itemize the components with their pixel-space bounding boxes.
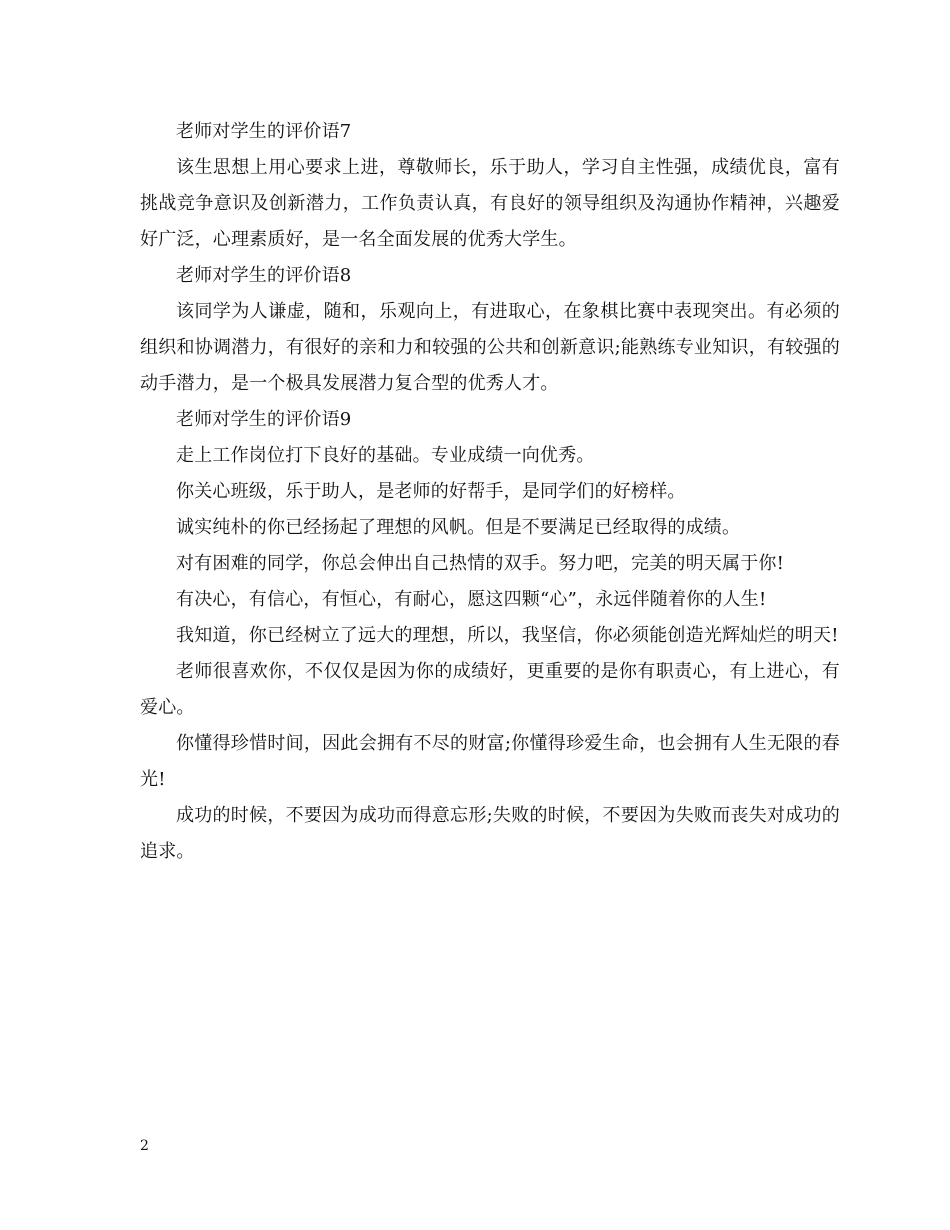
body-paragraph: 你关心班级，乐于助人，是老师的好帮手，是同学们的好榜样。 (176, 481, 686, 502)
body-paragraph: 该生思想上用心要求上进，尊敬师长，乐于助人，学习自主性强，成绩优良，富有挑战竞争意识及创新潜力，工作负责认真，有良好的领导组织及沟通协作精神，兴趣爱好广泛，心理素质好，是一名全面发展的优秀大学生。 (140, 157, 840, 250)
body-paragraph: 诚实纯朴的你已经扬起了理想的风帆。但是不要满足已经取得的成绩。 (176, 517, 741, 538)
section-heading: 老师对学生的评价语7 (176, 121, 352, 142)
body-paragraph: 走上工作岗位打下良好的基础。专业成绩一向优秀。 (176, 445, 595, 466)
body-paragraph: 对有困难的同学，你总会伸出自己热情的双手。努力吧，完美的明天属于你! (176, 553, 785, 574)
document-body (140, 114, 840, 870)
body-paragraph: 老师很喜欢你，不仅仅是因为你的成绩好，更重要的是你有职责心，有上进心，有爱心。 (140, 661, 840, 718)
page-number: 2 (140, 1138, 149, 1154)
body-paragraph: 成功的时候，不要因为成功而得意忘形;失败的时候，不要因为失败而丧失对成功的追求。 (140, 805, 840, 862)
body-paragraph: 我知道，你已经树立了远大的理想，所以，我坚信，你必须能创造光辉灿烂的明天! (176, 625, 839, 646)
section-heading: 老师对学生的评价语8 (176, 265, 352, 286)
section-heading: 老师对学生的评价语9 (176, 409, 352, 430)
body-paragraph: 你懂得珍惜时间，因此会拥有不尽的财富;你懂得珍爱生命，也会拥有人生无限的春光! (140, 733, 840, 790)
body-paragraph: 有决心，有信心，有恒心，有耐心，愿这四颗“心”，永远伴随着你的人生! (176, 589, 767, 610)
body-paragraph: 该同学为人谦虚，随和，乐观向上，有进取心，在象棋比赛中表现突出。有必须的组织和协调潜力，有很好的亲和力和较强的公共和创新意识;能熟练专业知识，有较强的动手潜力，是一个极具发展潜力复合型的优秀人才。 (140, 301, 840, 394)
